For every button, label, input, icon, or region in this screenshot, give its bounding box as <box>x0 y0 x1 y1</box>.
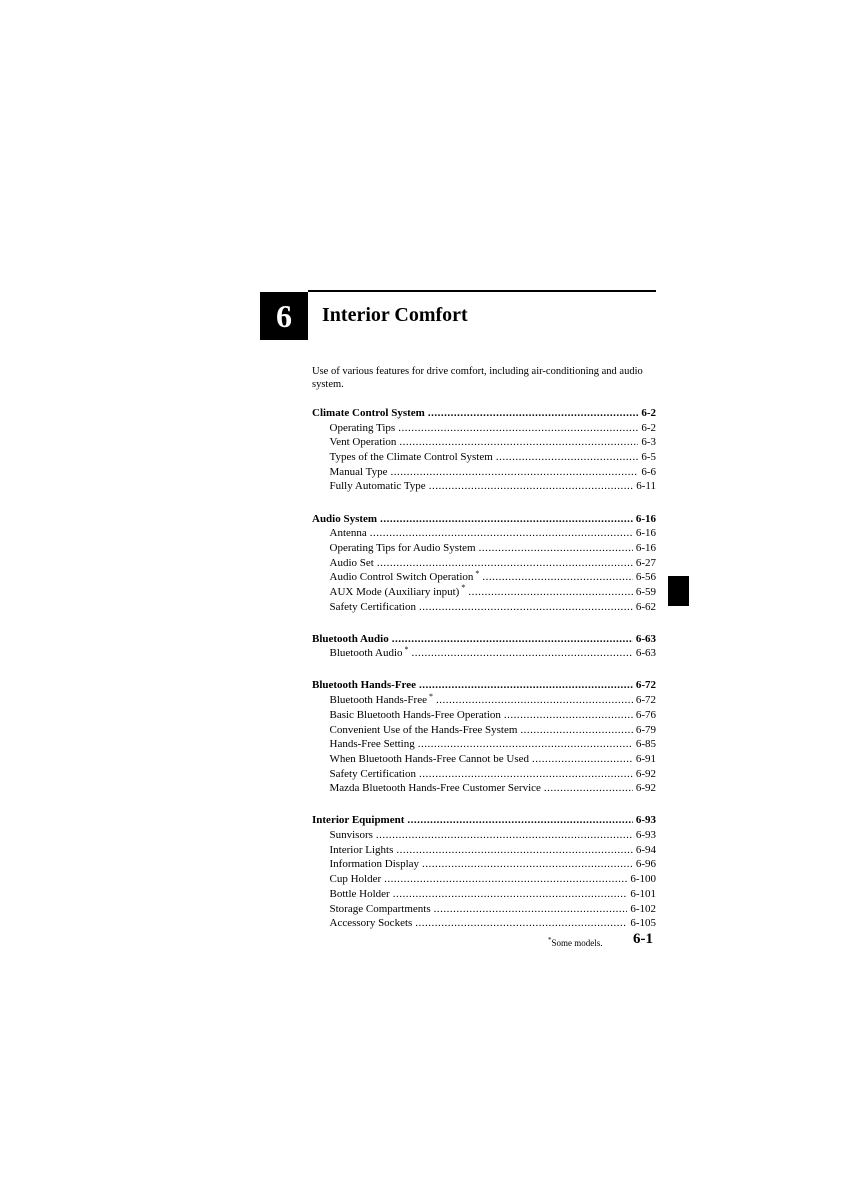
toc-entry-text: Basic Bluetooth Hands-Free Operation <box>329 708 501 721</box>
toc-section <box>312 632 656 661</box>
toc-entry[interactable] <box>312 585 656 600</box>
page-number: 6-1 <box>633 931 653 947</box>
chapter-intro: Use of various features for drive comfort, including air-conditioning and audio system. <box>312 366 643 390</box>
toc-entry[interactable] <box>312 479 656 494</box>
toc-entry-label <box>330 708 501 723</box>
toc-entry-text: Fully Automatic Type <box>329 480 426 493</box>
toc-entry[interactable] <box>312 857 656 872</box>
toc-entry-text: Convenient Use of the Hands-Free System <box>329 723 518 736</box>
table-of-contents <box>312 406 656 948</box>
dot-leader <box>434 902 628 917</box>
toc-section <box>312 813 656 931</box>
toc-entry-text: Storage Compartments <box>329 902 431 915</box>
footnote <box>548 936 603 948</box>
dot-leader <box>419 600 633 615</box>
toc-entry-text: Vent Operation <box>329 436 397 449</box>
dot-leader <box>520 723 632 738</box>
dot-leader <box>392 632 633 647</box>
dot-leader <box>418 737 633 752</box>
toc-entry-page: 6-91 <box>635 752 656 765</box>
toc-entry-page: 6-63 <box>635 647 656 660</box>
toc-section-heading[interactable] <box>312 512 656 527</box>
toc-entry-page: 6-101 <box>630 887 656 900</box>
toc-entry-text: Bluetooth Hands-Free <box>329 694 427 707</box>
toc-entry[interactable] <box>312 450 656 465</box>
toc-entry-label <box>330 526 367 541</box>
dot-leader <box>436 693 633 708</box>
toc-entry[interactable] <box>312 526 656 541</box>
toc-entry-label <box>330 872 382 887</box>
toc-entry-page: 6-85 <box>635 738 656 751</box>
toc-entry[interactable] <box>312 570 656 585</box>
toc-entry[interactable] <box>312 693 656 708</box>
toc-entry-label <box>330 585 466 600</box>
toc-entry-label <box>330 887 390 902</box>
dot-leader <box>429 479 634 494</box>
some-models-mark: * <box>475 568 480 578</box>
toc-entry[interactable] <box>312 465 656 480</box>
toc-section-heading-text: Bluetooth Hands-Free <box>312 679 416 692</box>
toc-entry[interactable] <box>312 421 656 436</box>
toc-entry-label <box>330 435 397 450</box>
dot-leader <box>391 465 639 480</box>
toc-entry-page: 6-27 <box>635 556 656 569</box>
dot-leader <box>407 813 632 828</box>
some-models-mark: * <box>428 691 433 701</box>
dot-leader <box>422 857 633 872</box>
toc-entry-label <box>330 450 493 465</box>
toc-entry-text: Interior Lights <box>329 843 394 856</box>
toc-section-heading-page: 6-93 <box>635 814 656 827</box>
toc-entry-text: Types of the Climate Control System <box>329 451 493 464</box>
toc-entry-text: Antenna <box>329 527 367 540</box>
toc-entry[interactable] <box>312 872 656 887</box>
dot-leader <box>504 708 633 723</box>
toc-entry-text: Operating Tips <box>329 421 396 434</box>
toc-entry-page: 6-92 <box>635 767 656 780</box>
toc-section-heading-label <box>312 406 425 421</box>
toc-entry-text: Operating Tips for Audio System <box>329 541 476 554</box>
toc-entry[interactable] <box>312 723 656 738</box>
toc-entry-text: Cup Holder <box>329 873 382 886</box>
toc-entry-text: Manual Type <box>329 465 388 478</box>
toc-entry[interactable] <box>312 737 656 752</box>
toc-entry-label <box>330 693 433 708</box>
toc-section-heading-text: Bluetooth Audio <box>312 632 389 645</box>
toc-entry-text: Information Display <box>329 858 420 871</box>
toc-entry-page: 6-96 <box>635 858 656 871</box>
toc-section <box>312 406 656 494</box>
toc-entry-page: 6-102 <box>630 902 656 915</box>
toc-section-heading-page: 6-72 <box>635 679 656 692</box>
toc-entry-text: Safety Certification <box>329 767 416 780</box>
toc-entry-page: 6-100 <box>630 873 656 886</box>
dot-leader <box>544 781 633 796</box>
toc-entry-page: 6-2 <box>641 421 656 434</box>
toc-entry-label <box>330 556 374 571</box>
toc-entry[interactable] <box>312 435 656 450</box>
toc-section-heading-text: Audio System <box>312 512 378 525</box>
toc-entry-text: Sunvisors <box>329 829 373 842</box>
toc-entry[interactable] <box>312 752 656 767</box>
toc-entry-text: Mazda Bluetooth Hands-Free Customer Service <box>329 782 541 795</box>
toc-entry-page: 6-93 <box>635 829 656 842</box>
toc-entry[interactable] <box>312 902 656 917</box>
toc-entry-page: 6-76 <box>635 708 656 721</box>
toc-entry[interactable] <box>312 556 656 571</box>
dot-leader <box>419 767 633 782</box>
toc-entry-label <box>330 781 541 796</box>
dot-leader <box>380 512 633 527</box>
toc-entry[interactable] <box>312 541 656 556</box>
dot-leader <box>496 450 639 465</box>
toc-entry-label <box>330 600 416 615</box>
toc-entry-page: 6-5 <box>641 451 656 464</box>
toc-section-heading[interactable] <box>312 678 656 693</box>
toc-entry[interactable] <box>312 887 656 902</box>
dot-leader <box>419 678 633 693</box>
toc-section-heading-page: 6-16 <box>635 512 656 525</box>
title-rule <box>308 290 656 292</box>
toc-entry-page: 6-11 <box>636 480 656 493</box>
dot-leader <box>370 526 633 541</box>
toc-section-heading-text: Climate Control System <box>312 407 425 419</box>
toc-entry-text: Safety Certification <box>329 600 416 613</box>
toc-entry[interactable] <box>312 916 656 931</box>
toc-section-heading-label <box>312 632 389 647</box>
toc-section-heading-text: Interior Equipment <box>312 814 405 827</box>
toc-section-heading-label <box>312 512 377 527</box>
toc-section-heading-page: 6-2 <box>641 407 656 419</box>
toc-entry-label <box>330 843 394 858</box>
toc-entry-page: 6-16 <box>635 541 656 554</box>
some-models-mark: * <box>404 644 409 654</box>
toc-entry-label <box>330 723 518 738</box>
toc-entry-page: 6-6 <box>641 465 656 478</box>
dot-leader <box>398 421 638 436</box>
dot-leader <box>399 435 638 450</box>
toc-entry-text: Audio Control Switch Operation <box>329 571 474 584</box>
toc-entry[interactable] <box>312 767 656 782</box>
toc-entry[interactable] <box>312 708 656 723</box>
toc-section-heading-page: 6-63 <box>635 632 656 645</box>
dot-leader <box>482 570 632 585</box>
toc-section-heading-label <box>312 813 404 828</box>
toc-entry[interactable] <box>312 600 656 615</box>
toc-section-heading[interactable] <box>312 406 656 421</box>
some-models-mark: * <box>461 583 466 593</box>
dot-leader <box>393 887 628 902</box>
toc-entry-label <box>330 752 529 767</box>
toc-entry-label <box>330 421 396 436</box>
toc-entry-label <box>330 465 388 480</box>
toc-entry-page: 6-62 <box>635 600 656 613</box>
toc-entry-page: 6-16 <box>635 527 656 540</box>
toc-entry-page: 6-79 <box>635 723 656 736</box>
toc-entry-text: Accessory Sockets <box>329 917 413 930</box>
toc-entry-label <box>330 767 416 782</box>
toc-section-heading-label <box>312 678 416 693</box>
dot-leader <box>428 406 638 421</box>
toc-entry-label <box>330 902 431 917</box>
toc-entry-text: Bottle Holder <box>329 887 390 900</box>
footnote-mark: * <box>548 936 552 944</box>
dot-leader <box>377 556 633 571</box>
chapter-number: 6 <box>276 297 292 334</box>
toc-entry-label <box>330 570 480 585</box>
dot-leader <box>479 541 633 556</box>
toc-entry-page: 6-94 <box>635 843 656 856</box>
toc-entry-label <box>330 646 409 661</box>
dot-leader <box>384 872 627 887</box>
toc-entry-page: 6-56 <box>635 571 656 584</box>
toc-entry-label <box>330 479 426 494</box>
dot-leader <box>415 916 627 931</box>
toc-entry-label <box>330 828 373 843</box>
toc-entry-page: 6-105 <box>630 917 656 930</box>
footnote-text: Some models. <box>551 938 603 948</box>
chapter-title: Interior Comfort <box>322 304 468 326</box>
toc-section <box>312 512 656 615</box>
toc-entry-text: When Bluetooth Hands-Free Cannot be Used <box>329 752 529 765</box>
toc-entry-text: Bluetooth Audio <box>329 647 403 660</box>
dot-leader <box>468 585 632 600</box>
toc-section-heading[interactable] <box>312 813 656 828</box>
toc-entry[interactable] <box>312 646 656 661</box>
toc-entry[interactable] <box>312 828 656 843</box>
toc-section-heading[interactable] <box>312 632 656 647</box>
toc-entry-label <box>330 916 413 931</box>
toc-entry[interactable] <box>312 843 656 858</box>
dot-leader <box>412 646 633 661</box>
toc-entry-label <box>330 857 420 872</box>
chapter-tab-marker <box>668 576 689 606</box>
toc-section <box>312 678 656 796</box>
dot-leader <box>376 828 633 843</box>
toc-entry-page: 6-3 <box>641 436 656 449</box>
toc-entry-page: 6-72 <box>635 694 656 707</box>
chapter-number-box <box>260 292 308 340</box>
toc-entry-text: Hands-Free Setting <box>329 738 415 751</box>
toc-entry-label <box>330 737 415 752</box>
toc-entry-page: 6-92 <box>635 782 656 795</box>
dot-leader <box>532 752 633 767</box>
toc-entry[interactable] <box>312 781 656 796</box>
toc-entry-text: AUX Mode (Auxiliary input) <box>329 585 460 598</box>
toc-entry-text: Audio Set <box>329 556 374 569</box>
dot-leader <box>396 843 632 858</box>
toc-entry-page: 6-59 <box>635 585 656 598</box>
toc-entry-label <box>330 541 476 556</box>
